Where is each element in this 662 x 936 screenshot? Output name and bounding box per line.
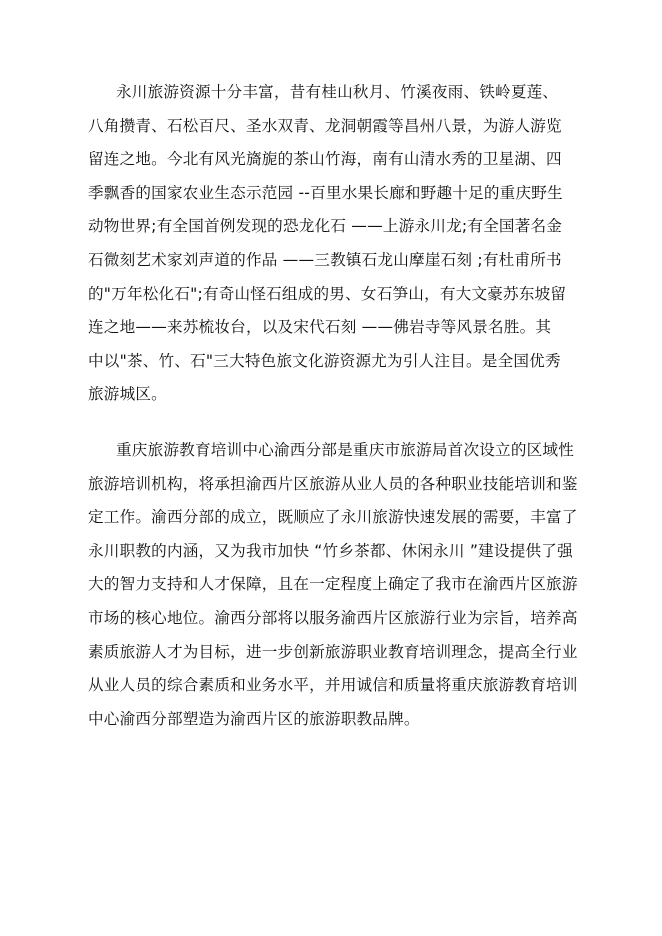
paragraph-line: 中心渝西分部塑造为渝西片区的旅游职教品牌。 bbox=[88, 709, 420, 728]
paragraph-line: 素质旅游人才为目标，进一步创新旅游职业教育培训理念，提高全行业 bbox=[88, 642, 578, 661]
document-body bbox=[88, 76, 578, 736]
paragraph-line: 的"万年松化石";有奇山怪石组成的男、女石笋山，有大文豪苏东坡留 bbox=[88, 284, 567, 303]
paragraph-line: 中以"茶、竹、石"三大特色旅文化游资源尤为引人注目。是全国优秀 bbox=[88, 351, 561, 370]
paragraph-line: 留连之地。今北有风光旖旎的茶山竹海，南有山清水秀的卫星湖、四 bbox=[88, 150, 562, 169]
paragraph-line: 季飘香的国家农业生态示范园 --百里水果长廊和野趣十足的重庆野生 bbox=[88, 183, 563, 202]
paragraph-line: 旅游培训机构，将承担渝西片区旅游从业人员的各种职业技能培训和鉴 bbox=[88, 474, 578, 493]
paragraph-line: 定工作。渝西分部的成立，既顺应了永川旅游快速发展的需要，丰富了 bbox=[88, 508, 578, 527]
paragraph-line: 旅游城区。 bbox=[88, 385, 167, 404]
paragraph-line: 重庆旅游教育培训中心渝西分部是重庆市旅游局首次设立的区域性 bbox=[116, 440, 575, 459]
paragraph-spacer bbox=[88, 412, 574, 434]
paragraph-line: 市场的核心地位。渝西分部将以服务渝西片区旅游行业为宗旨，培养高 bbox=[88, 608, 578, 627]
paragraph-line: 永川旅游资源十分丰富，昔有桂山秋月、竹溪夜雨、铁岭夏莲、 bbox=[116, 83, 559, 101]
paragraph-line: 连之地——来苏梳妆台，以及宋代石刻 ——佛岩寺等风景名胜。其 bbox=[88, 318, 552, 337]
paragraph-line: 从业人员的综合素质和业务水平，并用诚信和质量将重庆旅游教育培训 bbox=[88, 676, 578, 695]
paragraph-line: 大的智力支持和人才保障，且在一定程度上确定了我市在渝西片区旅游 bbox=[88, 575, 578, 594]
paragraph-tourism-resources bbox=[88, 76, 574, 412]
paragraph-line: 动物世界;有全国首例发现的恐龙化石 ——上游永川龙;有全国著名金 bbox=[88, 217, 563, 236]
paragraph-training-center bbox=[88, 434, 578, 736]
paragraph-line: 石微刻艺术家刘声道的作品 ——三教镇石龙山摩崖石刻 ;有杜甫所书 bbox=[88, 250, 562, 269]
paragraph-line: 永川职教的内涵，又为我市加快 “竹乡茶都、休闲永川 ”建设提供了强 bbox=[88, 541, 573, 560]
paragraph-line: 八角攒青、石松百尺、圣水双青、龙洞朝霞等昌州八景，为游人游览 bbox=[88, 116, 562, 135]
